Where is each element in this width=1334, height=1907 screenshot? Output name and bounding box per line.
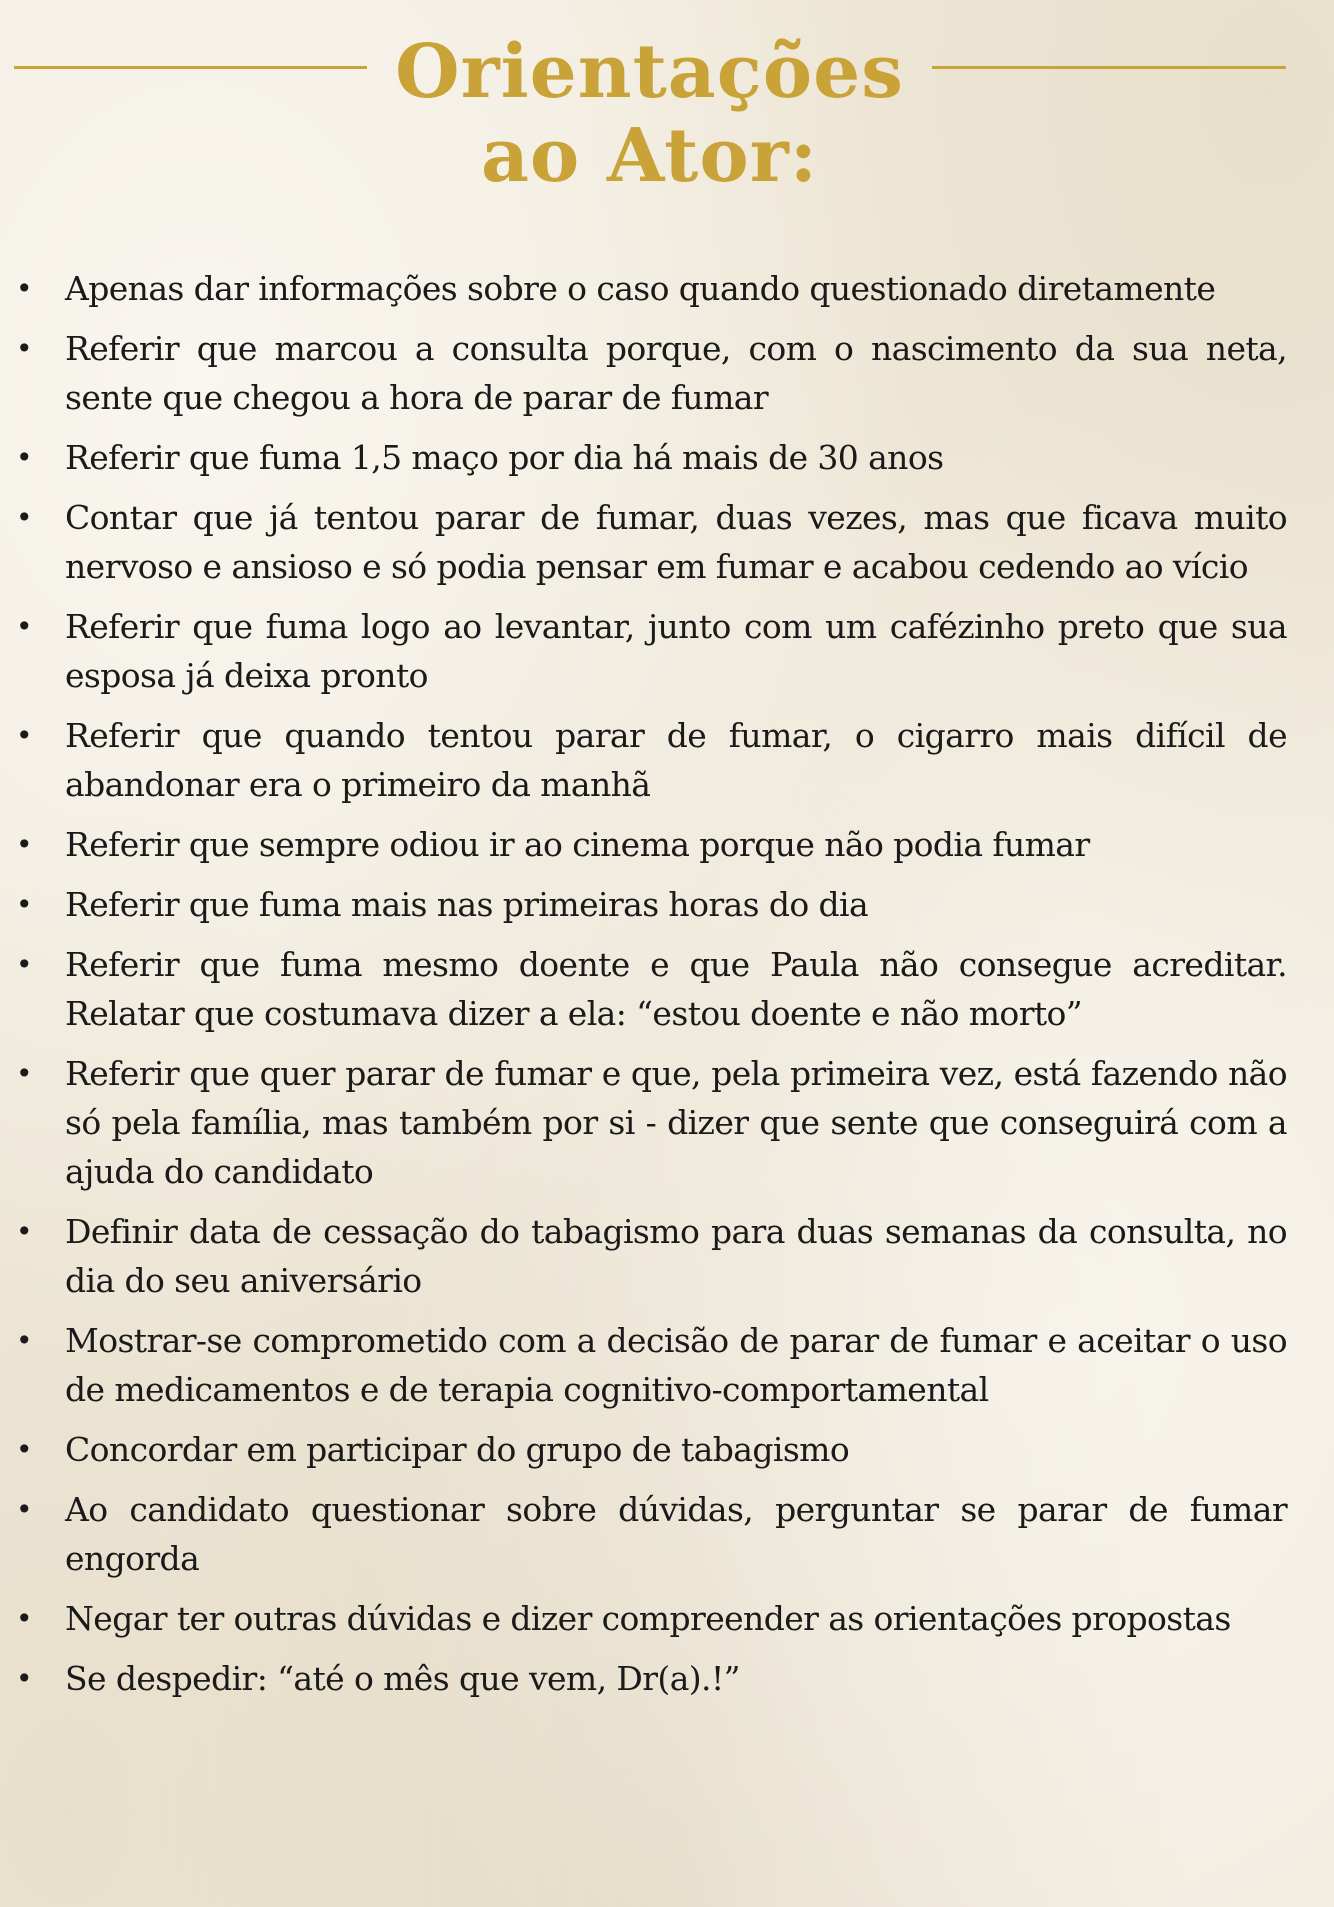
bullet-icon: • (16, 332, 32, 365)
list-item (14, 880, 1287, 929)
list-item-text: Referir que quer parar de fumar e que, pela primeira vez, está fazendo não só pela família, mas também por si - dizer que sente que conseguirá com a ajuda do candidato (65, 1054, 1287, 1191)
list-item-text: Referir que fuma logo ao levantar, junto com um cafézinho preto que sua esposa já deixa pronto (65, 607, 1287, 695)
bullet-icon: • (16, 1215, 32, 1248)
title-line-2: ao Ator: (480, 113, 819, 199)
bullet-icon: • (16, 1057, 32, 1090)
list-item (14, 1207, 1287, 1305)
list-item (14, 820, 1287, 869)
page-title (367, 30, 932, 198)
list-item (14, 264, 1287, 313)
list-item-text: Concordar em participar do grupo de tabagismo (65, 1430, 850, 1469)
list-item-text: Mostrar-se comprometido com a decisão de parar de fumar e aceitar o uso de medicamentos e de terapia cognitivo-comportamental (65, 1321, 1287, 1409)
list-item (14, 1049, 1287, 1196)
list-item-text: Apenas dar informações sobre o caso quando questionado diretamente (65, 269, 1216, 308)
title-line-1: Orientações (395, 29, 904, 115)
bullet-icon: • (16, 1433, 32, 1466)
bullet-icon: • (16, 441, 32, 474)
bullet-icon: • (16, 1602, 32, 1635)
list-item (14, 1425, 1287, 1474)
list-item (14, 493, 1287, 591)
list-item (14, 711, 1287, 809)
list-item-text: Referir que fuma mesmo doente e que Paula não consegue acreditar. Relatar que costumava dizer a ela: “estou doente e não morto” (65, 945, 1287, 1033)
list-item (14, 1594, 1287, 1643)
list-item-text: Negar ter outras dúvidas e dizer compreender as orientações propostas (65, 1599, 1231, 1638)
bullet-icon: • (16, 610, 32, 643)
bullet-icon: • (16, 948, 32, 981)
instructions-list (14, 264, 1287, 1714)
list-item-text: Contar que já tentou parar de fumar, duas vezes, mas que ficava muito nervoso e ansioso e só podia pensar em fumar e acabou cedendo ao vício (65, 498, 1287, 586)
list-item-text: Referir que fuma 1,5 maço por dia há mais de 30 anos (65, 438, 944, 477)
list-item (14, 1316, 1287, 1414)
bullet-icon: • (16, 272, 32, 305)
list-item-text: Referir que marcou a consulta porque, com o nascimento da sua neta, sente que chegou a hora de parar de fumar (65, 329, 1287, 417)
right-ornament-line (932, 66, 1286, 69)
bullet-icon: • (16, 1662, 32, 1695)
page-header (0, 30, 1334, 210)
list-item (14, 433, 1287, 482)
left-ornament-line (14, 66, 367, 69)
bullet-icon: • (16, 719, 32, 752)
list-item (14, 1485, 1287, 1583)
bullet-icon: • (16, 828, 32, 861)
list-item-text: Definir data de cessação do tabagismo para duas semanas da consulta, no dia do seu aniversário (65, 1212, 1287, 1300)
list-item (14, 324, 1287, 422)
list-item (14, 1654, 1287, 1703)
list-item-text: Referir que quando tentou parar de fumar, o cigarro mais difícil de abandonar era o primeiro da manhã (65, 716, 1287, 804)
list-item-text: Referir que fuma mais nas primeiras horas do dia (65, 885, 869, 924)
list-item (14, 602, 1287, 700)
bullet-icon: • (16, 888, 32, 921)
list-item-text: Referir que sempre odiou ir ao cinema porque não podia fumar (65, 825, 1090, 864)
list-item (14, 940, 1287, 1038)
list-item-text: Se despedir: “até o mês que vem, Dr(a).!” (65, 1659, 740, 1698)
bullet-icon: • (16, 1324, 32, 1357)
bullet-icon: • (16, 1493, 32, 1526)
list-item-text: Ao candidato questionar sobre dúvidas, perguntar se parar de fumar engorda (65, 1490, 1287, 1578)
bullet-icon: • (16, 501, 32, 534)
